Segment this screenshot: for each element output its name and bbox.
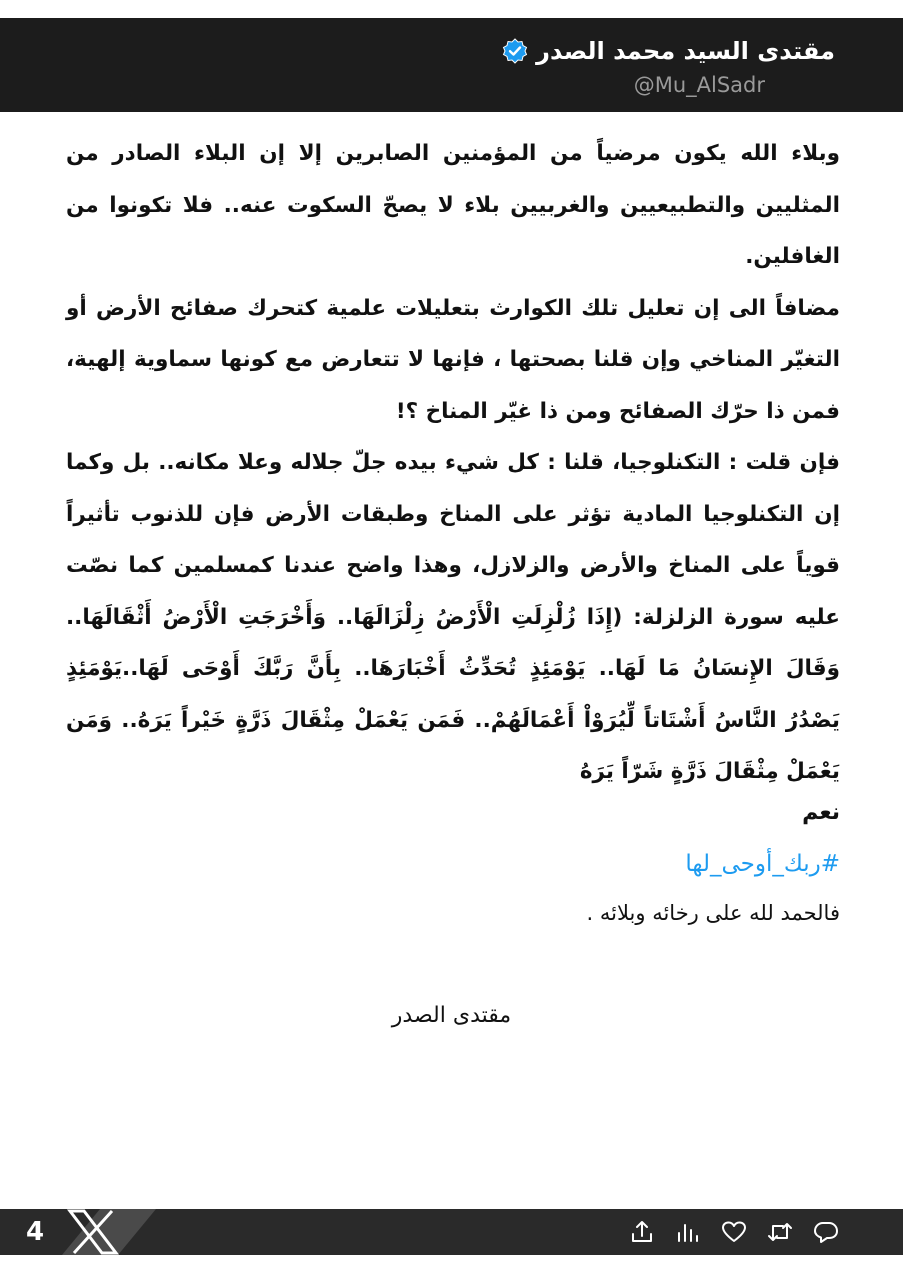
tweet-paragraph: وبلاء الله يكون مرضياً من المؤمنين الصابرين إلا إن البلاء الصادر من المثليين والتطبيعيين والغربيين بلاء لا يصحّ السكوت عنه.. فلا تكونوا من الغافلين. <box>66 141 840 269</box>
share-icon[interactable] <box>627 1218 657 1246</box>
retweet-icon[interactable] <box>765 1218 795 1246</box>
like-icon[interactable] <box>719 1218 749 1246</box>
tweet-paragraph: مضافاً الى إن تعليل تلك الكوارث بتعليلات علمية كتحرك صفائح الأرض أو التغيّر المناخي وإن قلنا بصحتها ، فإنها لا تتعارض مع كونها سماوية إلهية، فمن ذا حرّك الصفائح ومن ذا غيّر المناخ ؟! <box>66 295 840 424</box>
tweet-paragraph: فإن قلت : التكنلوجيا، قلنا : كل شيء بيده جلّ جلاله وعلا مكانه.. بل وكما إن التكنلوجيا المادية تؤثر على المناخ وطبقات الأرض فإن للذنوب تأثيراً قوياً على المناخ والأرض والزلازل، وهذا واضح عندنا كمسلمين كما نصّت عليه سورة الزلزلة: (إِذَا زُلْزِلَتِ الْأَرْضُ زِلْزَالَهَا.. وَأَخْرَجَتِ الْأَرْضُ أَثْقَالَهَا.. وَقَالَ الإِنسَانُ مَا لَهَا.. يَوْمَئِذٍ تُحَدِّثُ أَخْبَارَهَا.. بِأَنَّ رَبَّكَ أَوْحَى لَهَا..يَوْمَئِذٍ يَصْدُرُ النَّاسُ أَشْتَاتاً لِّيُرَوْاْ أَعْمَالَهُمْ.. فَمَن يَعْمَلْ مِثْقَالَ ذَرَّةٍ خَيْراً يَرَهُ.. وَمَن يَعْمَلْ مِثْقَالَ ذَرَّةٍ شَرّاً يَرَهُ <box>66 450 840 784</box>
tweet-header <box>0 18 903 112</box>
praise-line: فالحمد لله على رخائه وبلائه . <box>586 901 840 925</box>
hashtag-link[interactable]: #ربك_أوحى_لها <box>685 851 840 877</box>
author-name[interactable]: مقتدى السيد محمد الصدر <box>536 37 835 65</box>
x-logo-icon <box>62 1209 162 1255</box>
page-number: 4 <box>26 1217 45 1247</box>
yes-line: نعم <box>802 800 840 825</box>
author-row[interactable] <box>502 36 835 66</box>
signature: مقتدى الصدر <box>391 1003 512 1028</box>
tweet-body <box>66 128 840 798</box>
tweet-footer <box>0 1209 903 1255</box>
reply-icon[interactable] <box>811 1218 841 1246</box>
verified-badge-icon <box>502 38 528 64</box>
author-handle[interactable]: @Mu_AlSadr <box>633 73 765 97</box>
tweet-actions <box>627 1218 841 1246</box>
views-icon[interactable] <box>673 1218 703 1246</box>
